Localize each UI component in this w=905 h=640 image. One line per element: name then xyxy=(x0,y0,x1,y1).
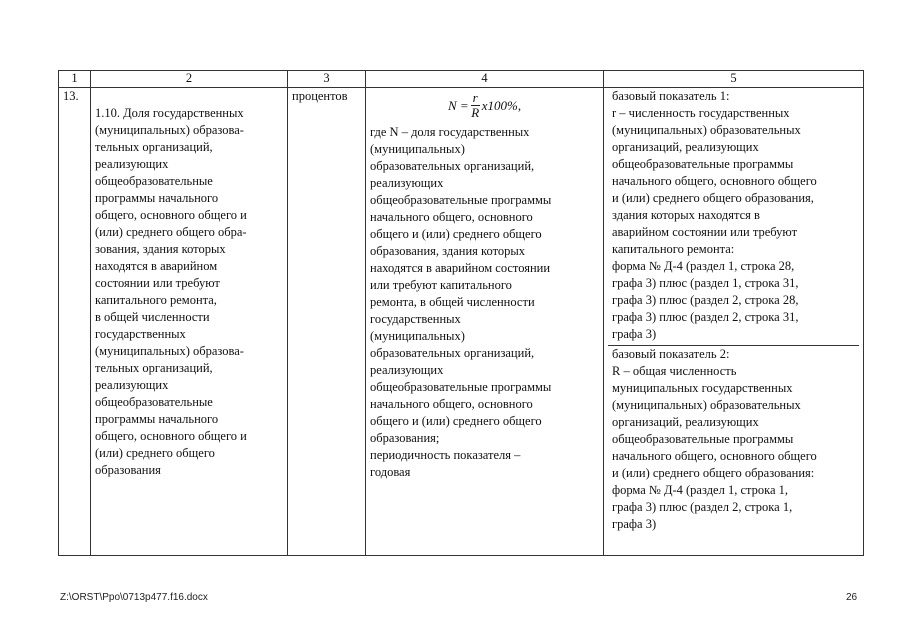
row-number xyxy=(59,88,91,556)
base-indicators-cell xyxy=(604,88,864,556)
method-description: где N – доля государственных (муниципальных) образовательных организаций, реализующих общеобразовательные программы начального общего, основного общего и (или) среднего общего образования, здания которых находятся в аварийном состоянии или требуют капитального ремонта, в общей численности государственных (муниципальных) образовательных организаций, реализующих общеобразовательные программы начального общего, основного общего и (или) среднего общего образования; периодичность показателя – годовая xyxy=(370,125,552,479)
formula-fraction xyxy=(471,91,480,120)
unit-cell xyxy=(288,88,366,556)
column-header-1: 1 xyxy=(59,71,91,88)
column-header-3: 3 xyxy=(288,71,366,88)
formula-numerator: r xyxy=(472,90,478,105)
method-cell xyxy=(366,88,604,556)
column-header-2: 2 xyxy=(91,71,288,88)
indicator-table xyxy=(58,70,864,556)
file-path: Z:\ORST\Ppo\0713p477.f16.docx xyxy=(60,592,208,603)
indicator-name: 1.10. Доля государственных (муниципальных) образова- тельных организаций, реализующих общеобразовательные программы начального общего, основного общего и (или) среднего общего обра- зования, здания которых находятся в аварийном состоянии или требуют капитального ремонта, в общей численности государственных (муниципальных) образова- тельных организаций, реализующих общеобразовательные программы начального общего, основного общего и (или) среднего общего образования xyxy=(95,106,247,477)
column-header-4: 4 xyxy=(366,71,604,88)
formula xyxy=(370,88,599,124)
base-indicator-1: базовый показатель 1: r – численность государственных (муниципальных) образовательных организаций, реализующих общеобразовательные программы начального общего, основного общего и (или) среднего общего образования, здания которых находятся в аварийном состоянии или требуют капитального ремонта: форма № Д-4 (раздел 1, строка 28, графа 3) плюс (раздел 1, строка 31, графа 3) плюс (раздел 2, строка 28, графа 3) плюс (раздел 2, строка 31, графа 3) xyxy=(608,88,859,346)
page-number: 26 xyxy=(846,592,858,603)
base-indicator-2: базовый показатель 2: R – общая численность муниципальных государственных (муниципальных) образовательных организаций, реализующих общеобразовательные программы начального общего, основного общего и (или) среднего общего образования: форма № Д-4 (раздел 1, строка 1, графа 3) плюс (раздел 2, строка 1, графа 3) xyxy=(612,347,817,531)
column-header-5: 5 xyxy=(604,71,864,88)
table-row xyxy=(59,88,864,556)
table-header-row xyxy=(59,71,864,88)
formula-rest: x100% xyxy=(481,98,518,113)
formula-denominator: R xyxy=(471,105,480,120)
formula-lhs: N = xyxy=(447,98,469,113)
unit-text: процентов xyxy=(292,89,348,103)
row-number-text: 13. xyxy=(63,89,79,103)
formula-tail: , xyxy=(517,98,522,113)
indicator-name-cell xyxy=(91,88,288,556)
